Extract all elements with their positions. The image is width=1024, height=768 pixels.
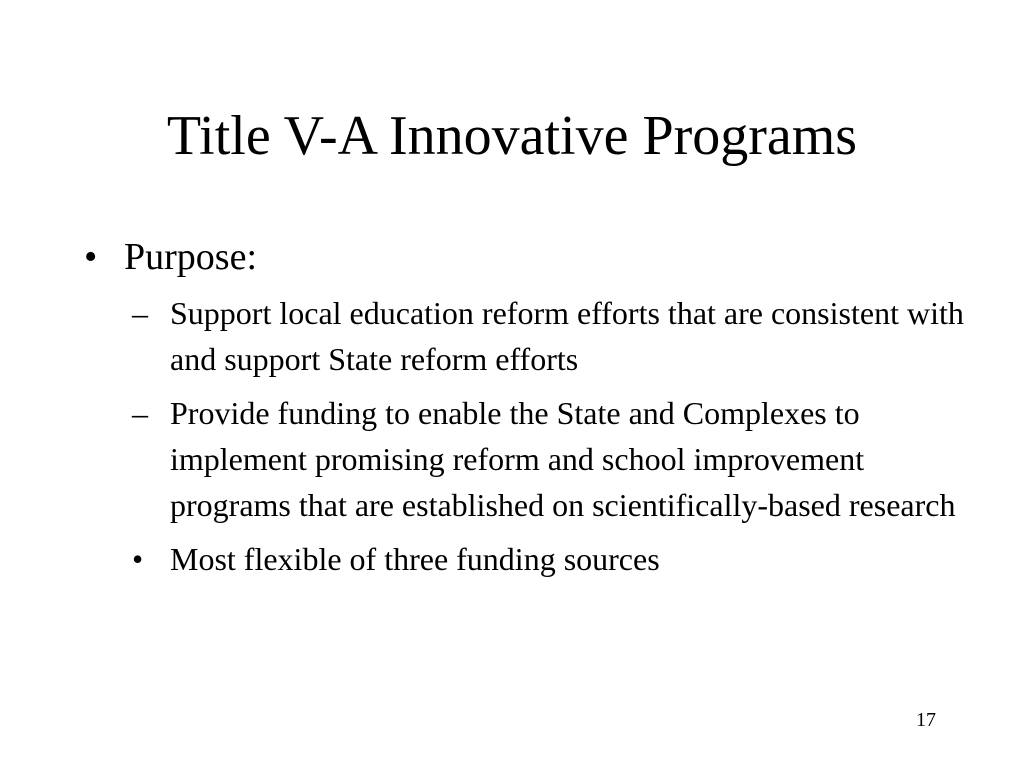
sub-bullet-text: Most flexible of three funding sources bbox=[170, 541, 660, 577]
bullet-marker: • bbox=[84, 236, 98, 278]
dash-marker: – bbox=[132, 395, 148, 431]
dash-marker: – bbox=[132, 295, 148, 331]
sub-bullet-provide-funding bbox=[84, 390, 964, 528]
sub-bullet-text: Provide funding to enable the State and Complexes to implement promising reform and school improvement programs that are established on scientifically-based research bbox=[170, 395, 956, 523]
slide-number: 17 bbox=[916, 709, 936, 731]
bullet-purpose bbox=[84, 234, 964, 280]
sub-bullet-most-flexible bbox=[84, 536, 964, 582]
bullet-text: Purpose: bbox=[124, 236, 257, 278]
sub-bullet-text: Support local education reform efforts that are consistent with and support State reform efforts bbox=[170, 295, 964, 377]
sub-bullet-support-local bbox=[84, 290, 964, 382]
bullet-marker: • bbox=[132, 541, 144, 577]
slide-body bbox=[84, 234, 964, 582]
slide-title: Title V-A Innovative Programs bbox=[166, 105, 858, 167]
